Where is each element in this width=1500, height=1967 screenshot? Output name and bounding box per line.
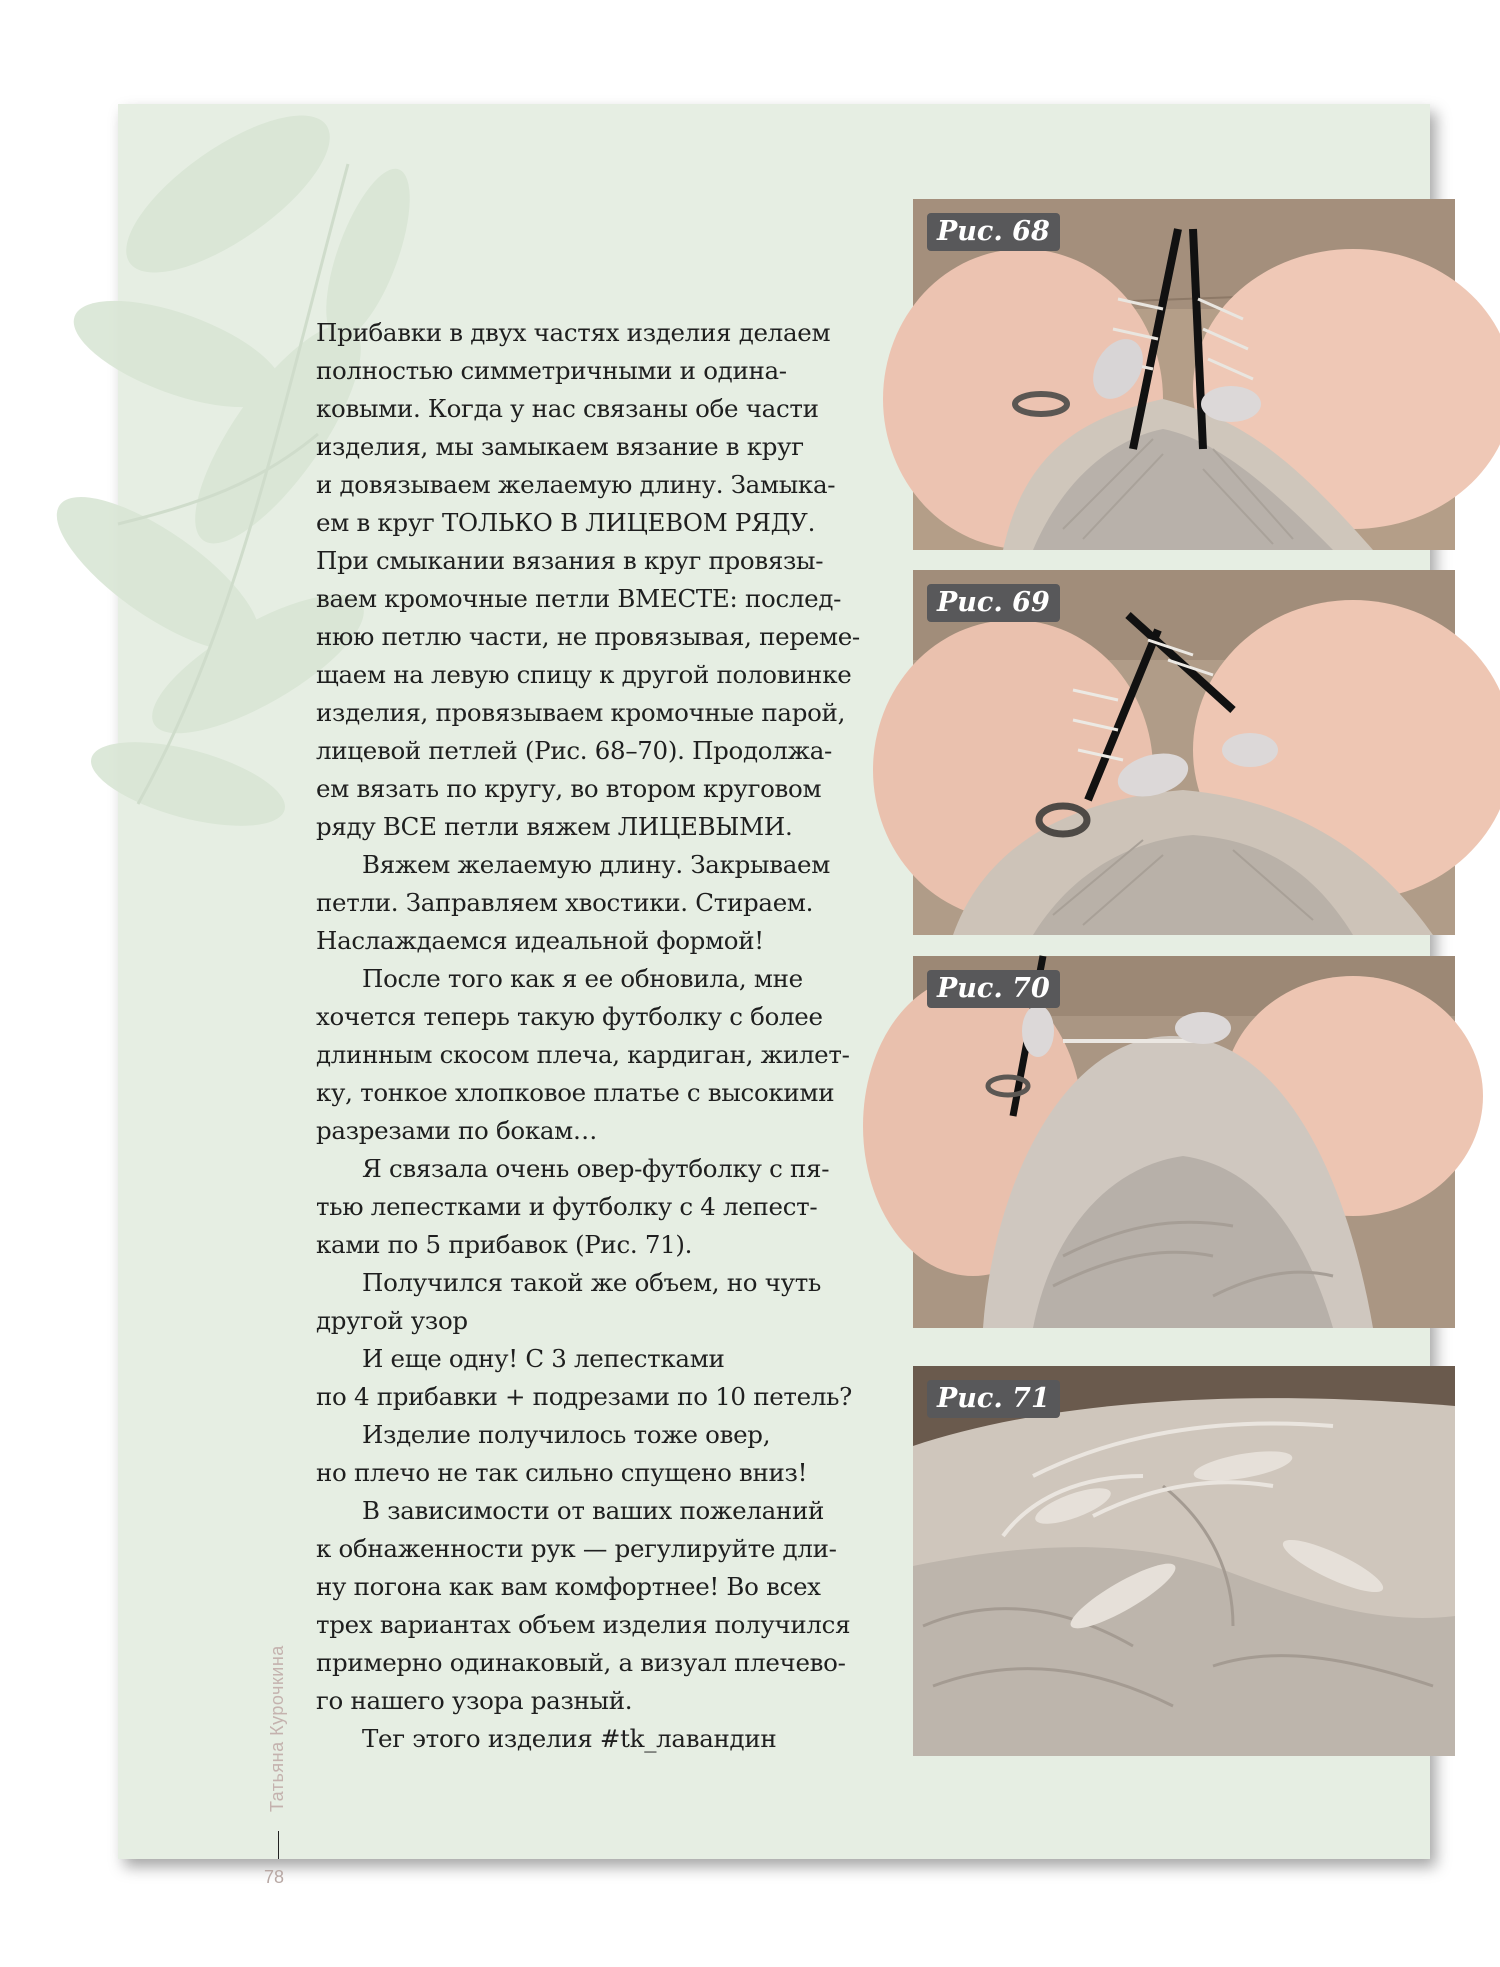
text-line: по 4 прибавки + подрезами по 10 петель? <box>316 1382 853 1411</box>
figure-71-photo <box>913 1366 1455 1756</box>
author-running-head: Татьяна Курочкина <box>267 1645 287 1812</box>
text-line: И еще одну! С 3 лепестками <box>362 1344 725 1373</box>
text-line: Тег этого изделия #tk_лавандин <box>362 1724 777 1753</box>
text-line: изделия, провязываем кромочные парой, <box>316 698 846 727</box>
text-line: Я связала очень овер-футболку с пя- <box>362 1154 830 1183</box>
text-line: Наслаждаемся идеальной формой! <box>316 926 764 955</box>
figure-68-photo <box>913 199 1455 550</box>
text-line: Вяжем желаемую длину. Закрываем <box>362 850 830 879</box>
text-line: петли. Заправляем хвостики. Стираем. <box>316 888 814 917</box>
text-line: ем в круг ТОЛЬКО В ЛИЦЕВОМ РЯДУ. <box>316 508 816 537</box>
text-line: ками по 5 прибавок (Рис. 71). <box>316 1230 693 1259</box>
text-line: другой узор <box>316 1306 468 1335</box>
text-line: нюю петлю части, не провязывая, переме- <box>316 622 860 651</box>
text-line: После того как я ее обновила, мне <box>362 964 803 993</box>
text-line: Получился такой же объем, но чуть <box>362 1268 822 1297</box>
text-line: ем вязать по кругу, во втором круговом <box>316 774 822 803</box>
text-line: ковыми. Когда у нас связаны обе части <box>316 394 819 423</box>
text-line: к обнаженности рук — регулируйте дли- <box>316 1534 837 1563</box>
body-text <box>316 314 876 1758</box>
text-line: полностью симметричными и одина- <box>316 356 787 385</box>
text-line: изделия, мы замыкаем вязание в круг <box>316 432 804 461</box>
figure-69-label: Рис. 69 <box>927 584 1060 622</box>
text-line: При смыкании вязания в круг провязы- <box>316 546 824 575</box>
text-line: примерно одинаковый, а визуал плечево- <box>316 1648 846 1677</box>
figure-69 <box>913 570 1455 935</box>
figure-68 <box>913 199 1455 550</box>
text-line: Прибавки в двух частях изделия делаем <box>316 318 831 347</box>
text-line: ваем кромочные петли ВМЕСТЕ: послед- <box>316 584 842 613</box>
figure-70-label: Рис. 70 <box>927 970 1060 1008</box>
page-number-rule <box>278 1831 279 1859</box>
text-line: го нашего узора разный. <box>316 1686 633 1715</box>
figure-71 <box>913 1366 1455 1756</box>
text-line: длинным скосом плеча, кардиган, жилет- <box>316 1040 850 1069</box>
text-line: но плечо не так сильно спущено вниз! <box>316 1458 808 1487</box>
text-line: и довязываем желаемую длину. Замыка- <box>316 470 836 499</box>
text-line: трех вариантах объем изделия получился <box>316 1610 851 1639</box>
text-line: лицевой петлей (Рис. 68–70). Продолжа- <box>316 736 832 765</box>
text-line: хочется теперь такую футболку с более <box>316 1002 823 1031</box>
text-line: тью лепестками и футболку с 4 лепест- <box>316 1192 818 1221</box>
text-line: ряду ВСЕ петли вяжем ЛИЦЕВЫМИ. <box>316 812 793 841</box>
figure-70-photo <box>913 956 1455 1328</box>
text-line: В зависимости от ваших пожеланий <box>362 1496 825 1525</box>
text-line: щаем на левую спицу к другой половинке <box>316 660 852 689</box>
figure-71-label: Рис. 71 <box>927 1380 1060 1418</box>
page-number: 78 <box>264 1867 285 1887</box>
book-page <box>118 104 1430 1887</box>
figure-68-label: Рис. 68 <box>927 213 1060 251</box>
text-line: Изделие получилось тоже овер, <box>362 1420 771 1449</box>
text-line: ну погона как вам комфортнее! Во всех <box>316 1572 821 1601</box>
text-line: ку, тонкое хлопковое платье с высокими <box>316 1078 835 1107</box>
figure-69-photo <box>913 570 1455 935</box>
figure-70 <box>913 956 1455 1328</box>
text-line: разрезами по бокам… <box>316 1116 598 1145</box>
